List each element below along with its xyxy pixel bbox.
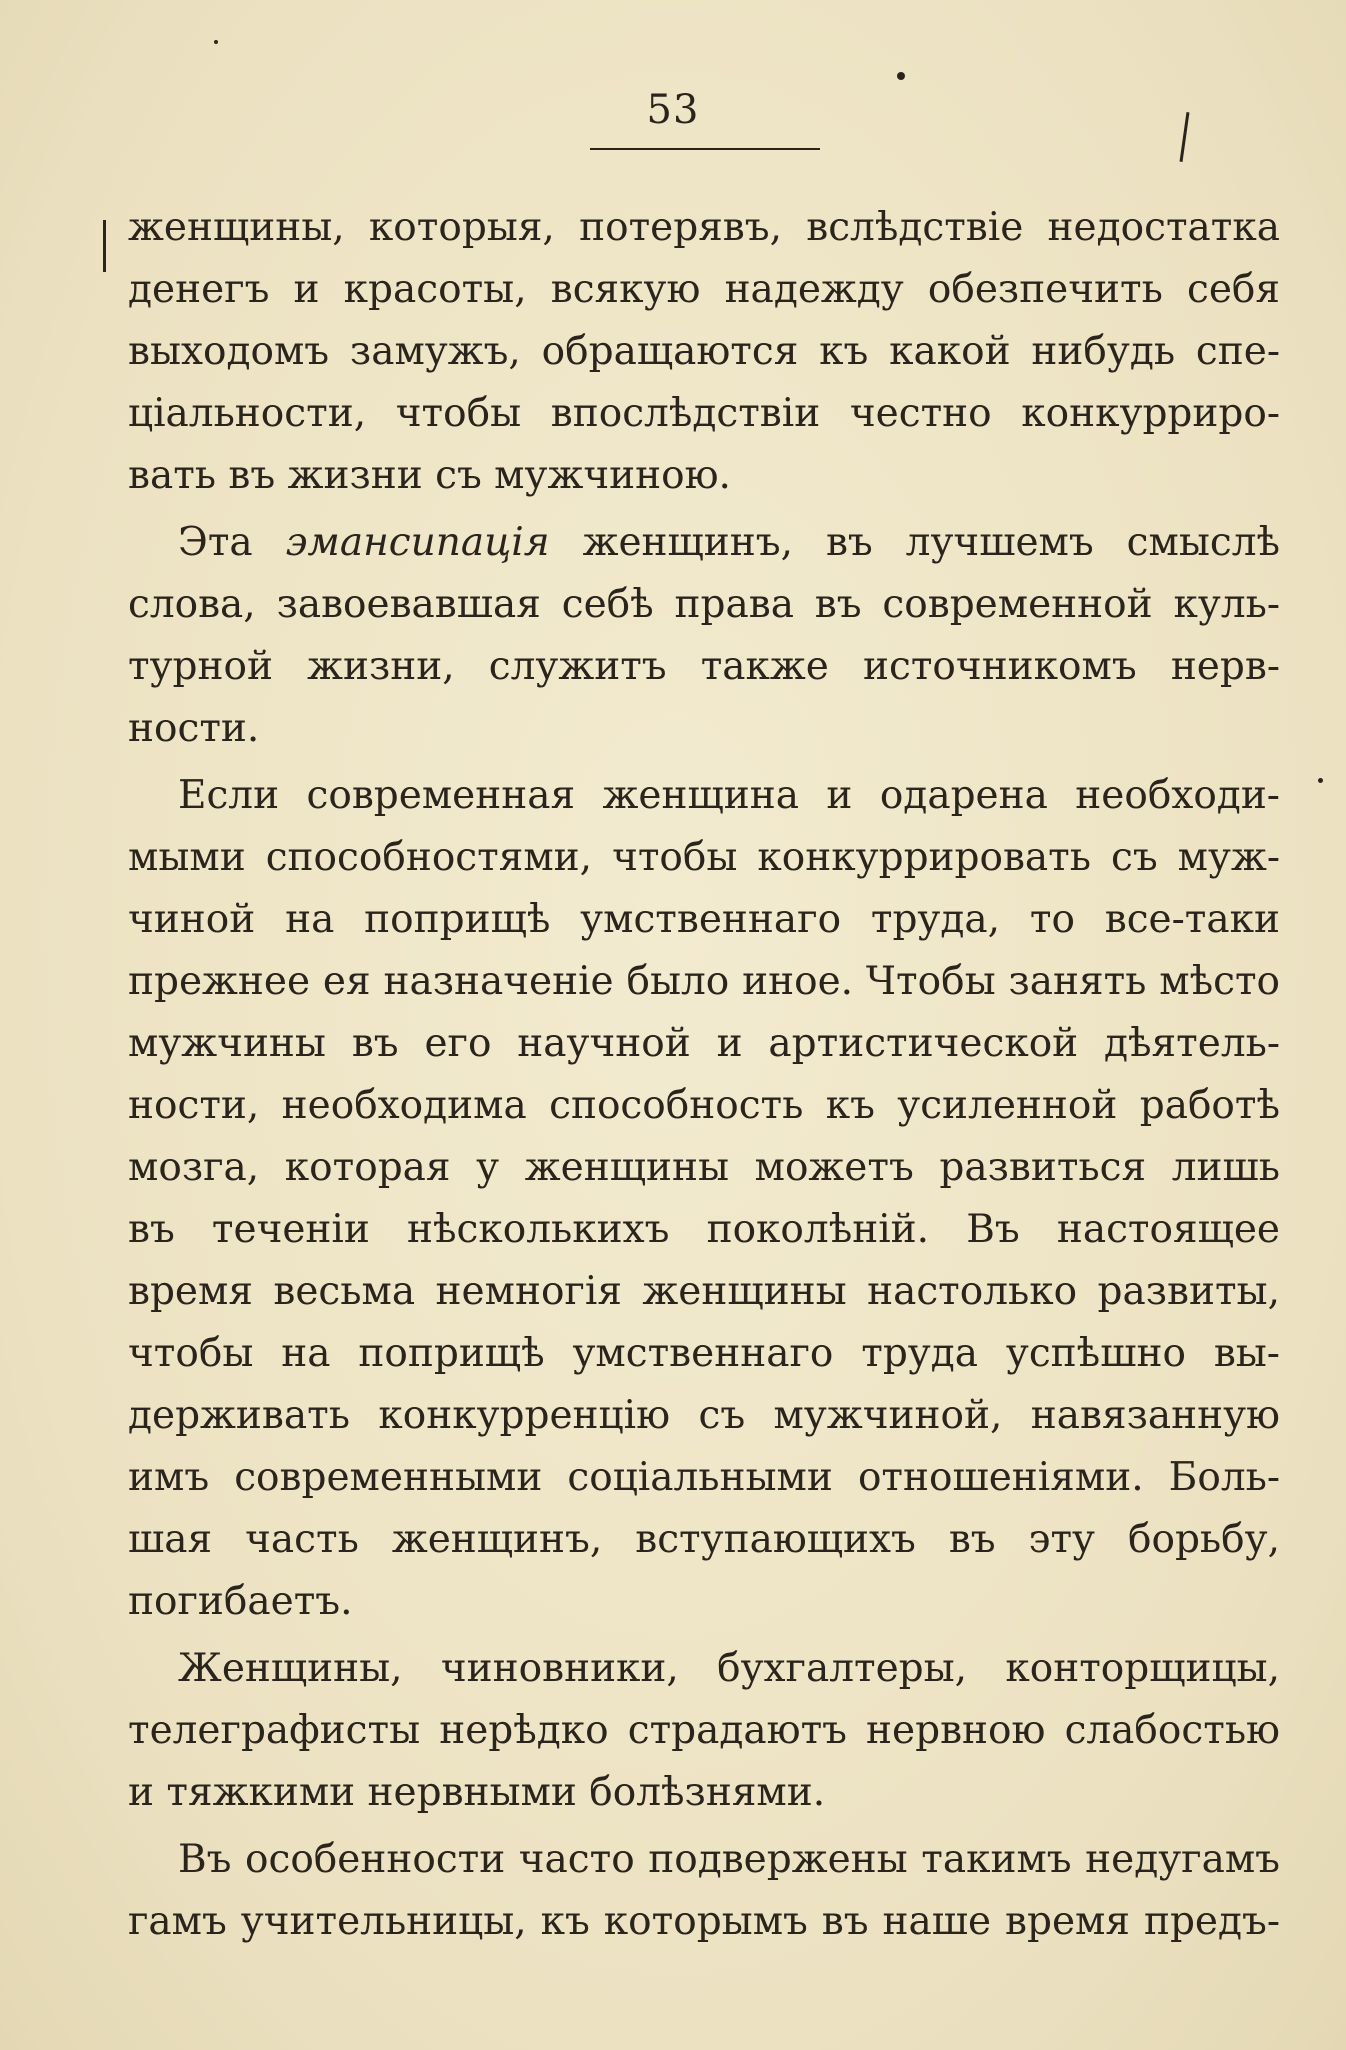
text-line: ности, необходима способность къ усиленной работѣ	[128, 1083, 1280, 1128]
text-line: и тяжкими нервными болѣзнями.	[128, 1770, 826, 1815]
text-line: въ теченіи нѣсколькихъ поколѣній. Въ настоящее	[128, 1207, 1280, 1252]
paragraph	[128, 765, 1280, 1633]
text-line: телеграфисты нерѣдко страдаютъ нервною слабостью	[128, 1708, 1280, 1753]
text-line	[128, 512, 1280, 574]
text-line: время весьма немногія женщины настолько развиты,	[128, 1269, 1280, 1314]
text-line: Въ особенности часто подвержены такимъ недугамъ	[178, 1837, 1280, 1882]
text-line: чиной на поприщѣ умственнаго труда, то все-таки	[128, 897, 1280, 942]
margin-stroke	[103, 220, 106, 272]
emphasized-term: эмансипація	[285, 520, 550, 565]
header-rule	[590, 148, 820, 150]
text-line: мыми способностями, чтобы конкуррировать съ муж-	[128, 835, 1280, 880]
text-line: погибаетъ.	[128, 1579, 353, 1624]
text-line: выходомъ замужъ, обращаются къ какой нибудь спе-	[128, 329, 1280, 374]
text-line: прежнее ея назначеніе было иное. Чтобы занять мѣсто	[128, 959, 1280, 1004]
text-line: слова, завоевавшая себѣ права въ современной куль-	[128, 582, 1280, 627]
text-line: имъ современными соціальными отношеніями. Боль-	[128, 1455, 1280, 1500]
text-line: мозга, которая у женщины можетъ развиться лишь	[128, 1145, 1280, 1190]
paragraph	[128, 1638, 1280, 1824]
text-run: женщинъ, въ лучшемъ смыслѣ	[549, 520, 1280, 565]
text-line: шая часть женщинъ, вступающихъ въ эту борьбу,	[128, 1517, 1280, 1562]
paragraph	[128, 197, 1280, 507]
print-speck	[1318, 778, 1323, 783]
text-line: гамъ учительницы, къ которымъ въ наше время предъ-	[128, 1899, 1280, 1944]
text-line: вать въ жизни съ мужчиною.	[128, 453, 731, 498]
text-line: Если современная женщина и одарена необходи-	[178, 773, 1280, 818]
text-line: турной жизни, служитъ также источникомъ нерв-	[128, 644, 1280, 689]
text-line: держивать конкурренцію съ мужчиной, навязанную	[128, 1393, 1280, 1438]
print-speck	[214, 40, 218, 44]
text-line: ціальности, чтобы впослѣдствіи честно конкурриро-	[128, 391, 1280, 436]
text-line: Женщины, чиновники, бухгалтеры, конторщицы,	[178, 1646, 1280, 1691]
text-line: денегъ и красоты, всякую надежду обезпечить себя	[128, 267, 1280, 312]
text-line: мужчины въ его научной и артистической дѣятель-	[128, 1021, 1280, 1066]
text-line: женщины, которыя, потерявъ, вслѣдствіе недостатка	[128, 205, 1280, 250]
paragraph	[128, 1829, 1280, 1953]
text-line: чтобы на поприщѣ умственнаго труда успѣшно вы-	[128, 1331, 1280, 1376]
text-run: Эта	[178, 520, 286, 565]
text-line: ности.	[128, 706, 260, 751]
paragraph	[128, 512, 1280, 760]
print-speck	[897, 72, 905, 80]
page-number: 53	[646, 87, 700, 133]
body-text	[128, 197, 1280, 1953]
